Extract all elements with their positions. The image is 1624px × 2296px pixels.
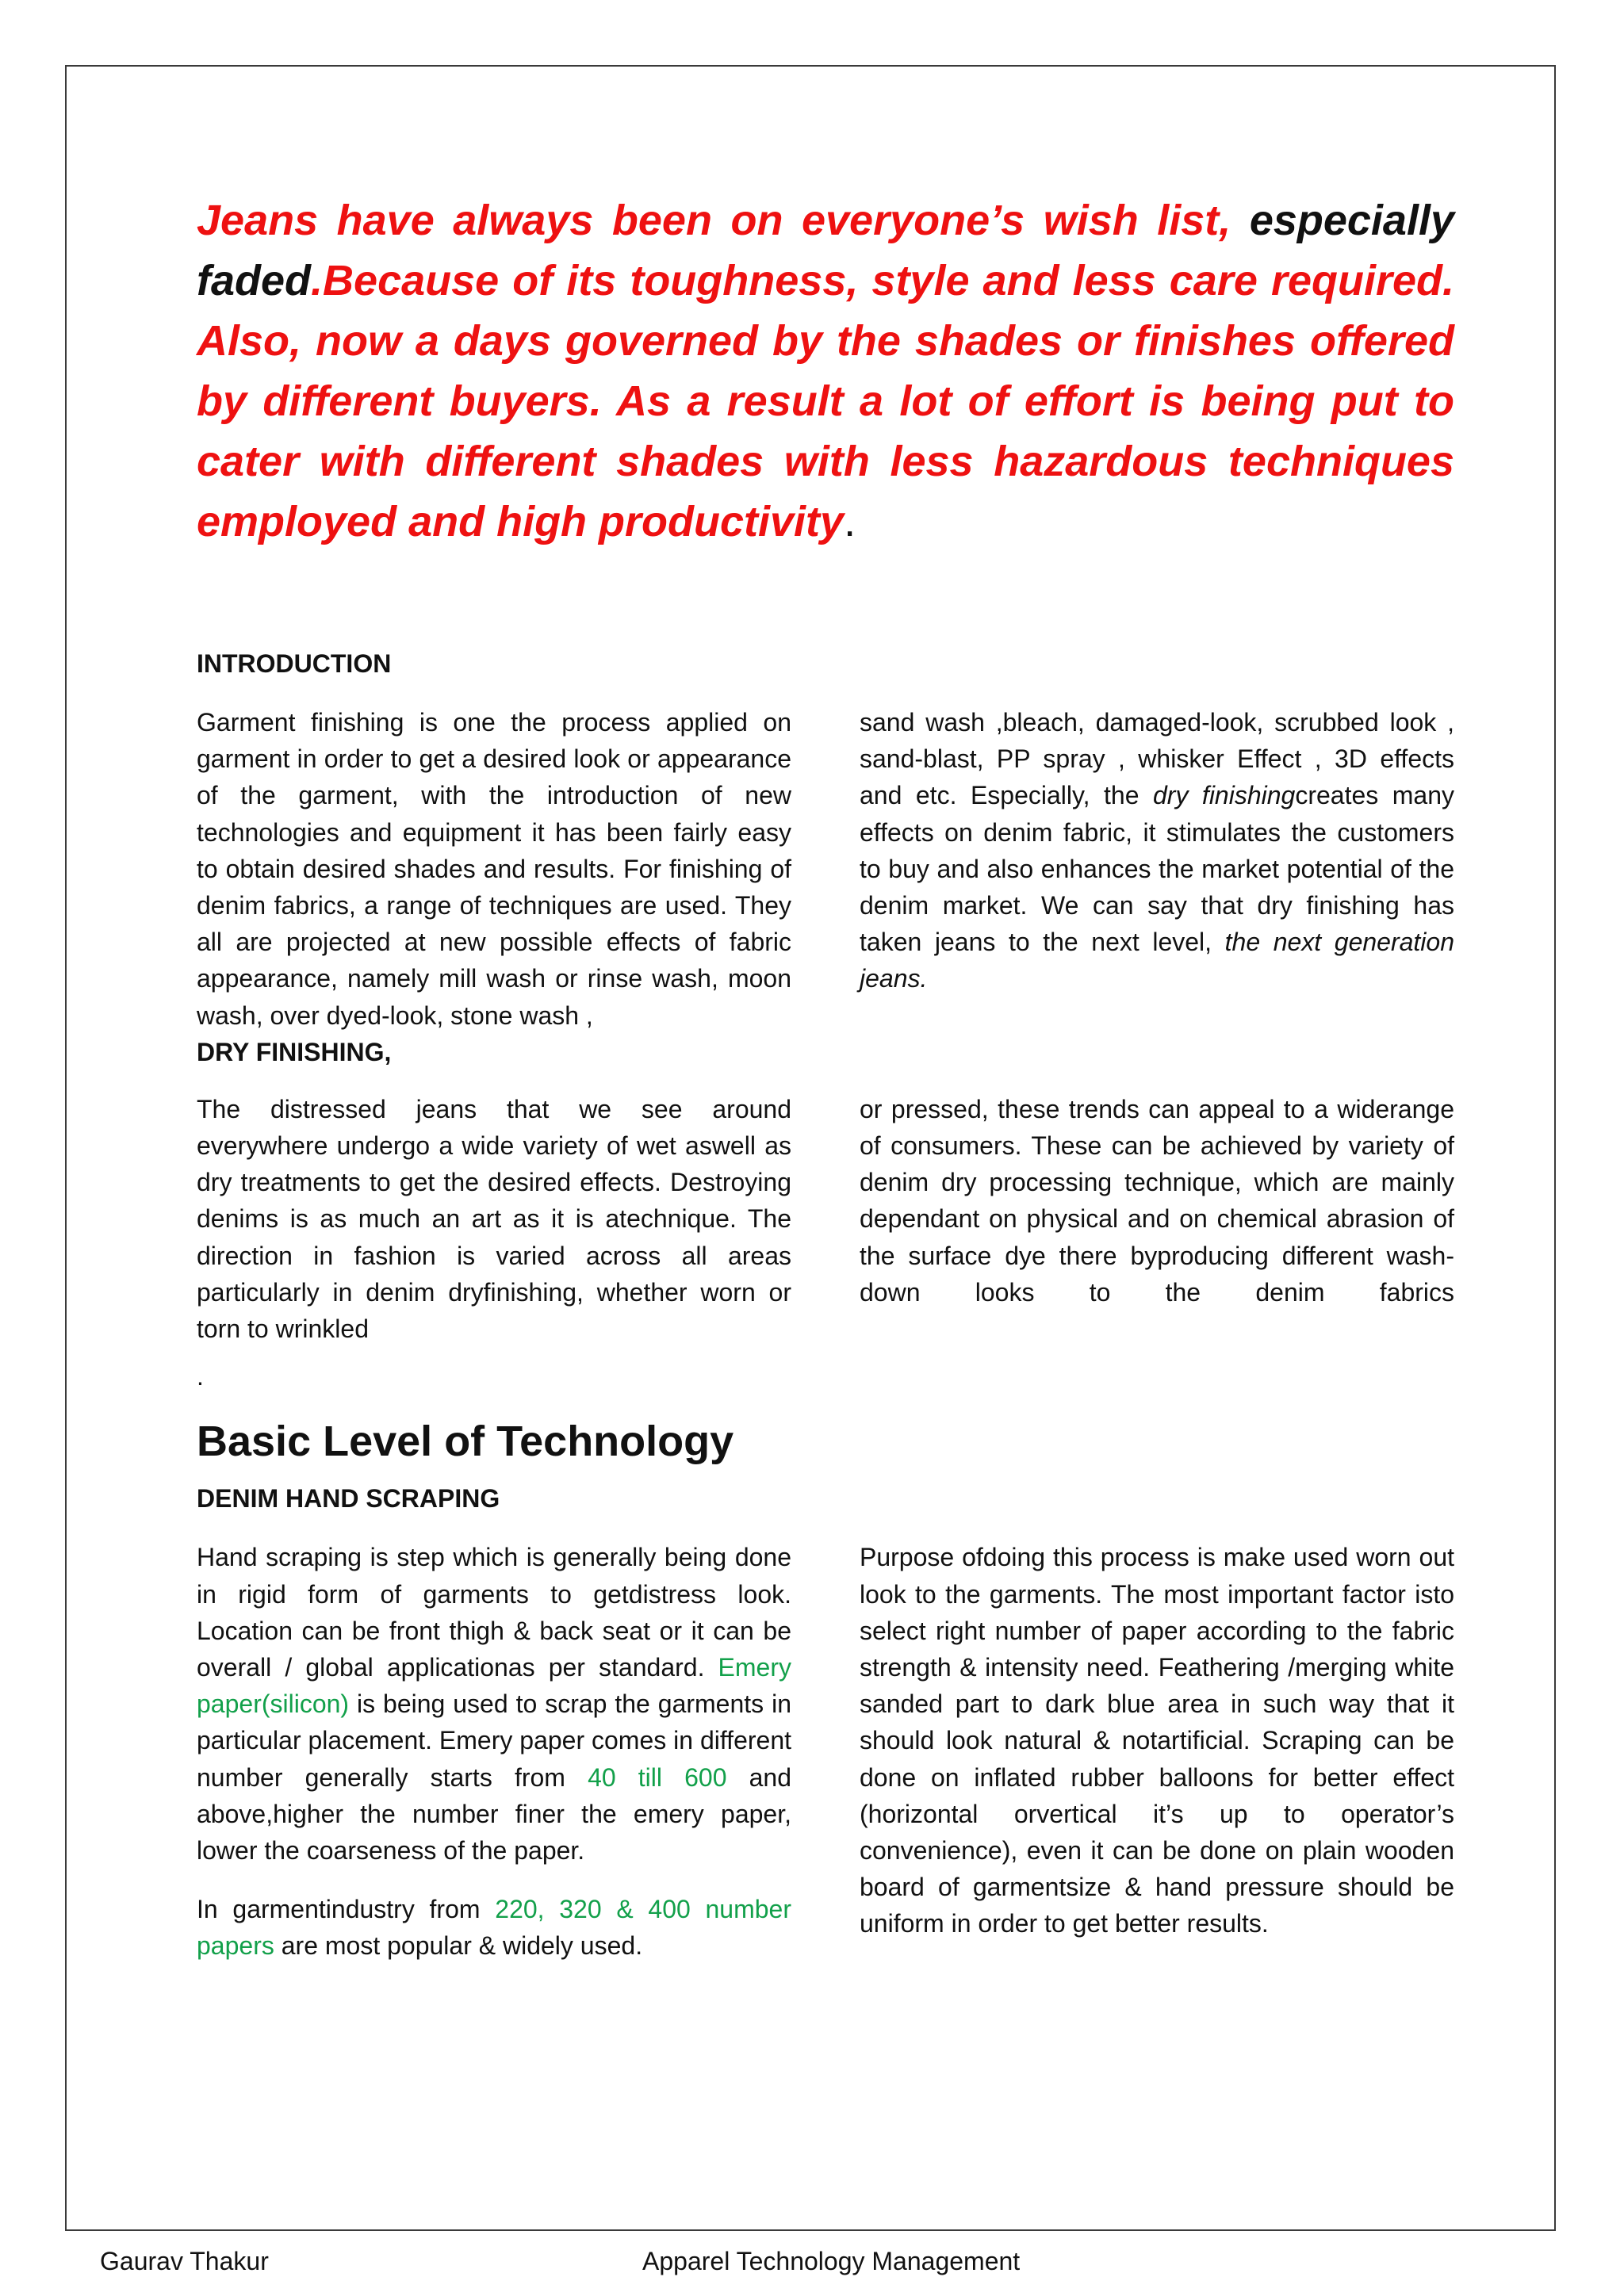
- hand-scraping-left-column: [197, 1539, 791, 1964]
- dry-finishing-right-column: [860, 1091, 1454, 1311]
- introduction-right-text-1: sand wash ,bleach, damaged-look, scrubbed look , sand-blast, PP spray , whisker Effect , 3D effects and etc. Especially, the: [860, 708, 1454, 810]
- hand-scraping-text-b: is being used to scrap the garments in particular placement. Emery paper comes in different number generally starts from: [197, 1689, 791, 1792]
- hand-scraping-right-column: [860, 1539, 1454, 1942]
- paper-numbers-text-b: are most popular & widely used.: [274, 1931, 643, 1961]
- stray-dot: .: [197, 1362, 204, 1391]
- dry-finishing-heading: DRY FINISHING,: [197, 1037, 392, 1066]
- hand-scraping-text-c: and above,higher the number finer the emery paper, lower the coarseness of the paper.: [197, 1762, 792, 1866]
- paper-range-highlight: 40 till 600: [588, 1762, 727, 1792]
- hand-scraping-right-text: Purpose ofdoing this process is make used worn out look to the garments. The most important factor isto select right number of paper according to the fabric strength & intensity need. Feathering /merging white sanded part to dark blue area in such way that it should look natural & notartificial. Scraping can be done on inflated rubber balloons for better effect (horizontal orvertical it’s up to operator’s convenience), even it can be done on plain wooden board of garmentsize & hand pressure should be uniform in order to get better results.: [860, 1543, 1454, 1938]
- lead-statement: [197, 190, 1454, 552]
- hand-scraping-paragraph-2: [197, 1891, 791, 1964]
- introduction-left-text: Garment finishing is one the process applied on garment in order to get a desired look or appearance of the garment, with the introduction of new technologies and equipment it has been fairly easy to obtain desired shades and results. For finishing of denim fabrics, a range of techniques are used. They all are projected at new possible effects of fabric appearance, namely mill wash or rinse wash, moon wash, over dyed-look, stone wash ,: [197, 708, 791, 1030]
- footer-course: Apparel Technology Management: [642, 2247, 1021, 2275]
- hand-scraping-heading: DENIM HAND SCRAPING: [197, 1484, 500, 1513]
- next-generation-phrase: the next generation jeans.: [860, 928, 1455, 993]
- footer-author: Gaurav Thakur: [100, 2247, 269, 2275]
- dry-finishing-left-column: [197, 1091, 791, 1395]
- hand-scraping-paragraph-1: [197, 1539, 791, 1869]
- introduction-right-text-2: creates many effects on denim fabric, it stimulates the customers to buy and also enhances the market potential of the denim market. We can say that dry finishing has taken jeans to the next level,: [860, 781, 1455, 957]
- technology-heading: Basic Level of Technology: [197, 1418, 734, 1466]
- paper-numbers-text-a: In garmentindustry from: [197, 1895, 496, 1924]
- dry-finishing-columns: [197, 1091, 1454, 1395]
- introduction-columns: [197, 704, 1454, 1070]
- introduction-left-column: [197, 704, 791, 1070]
- dry-finishing-left-text: The distressed jeans that we see around everywhere undergo a wide variety of wet aswell as dry treatments to get the desired effects. Destroying denims is as much an art as it is atechnique. The direction in fashion is varied across all areas particularly in denim dryfinishing, whether worn or torn to wrinkled: [197, 1094, 791, 1344]
- lead-period: .: [844, 498, 856, 545]
- lead-emphasis: especially faded: [197, 197, 1454, 304]
- paper-numbers-highlight: 220, 320 & 400 number papers: [197, 1895, 792, 1961]
- hand-scraping-columns: [197, 1539, 1454, 1964]
- introduction-right-column: [860, 704, 1454, 997]
- page-content: [197, 190, 1454, 1965]
- introduction-right-text: [860, 704, 1454, 997]
- dry-finishing-term: dry finishing: [1152, 781, 1296, 810]
- introduction-heading: INTRODUCTION: [197, 649, 392, 678]
- lead-part-1: Jeans have always been on everyone’s wish list,: [197, 197, 1250, 244]
- dry-finishing-right-text: or pressed, these trends can appeal to a widerange of consumers. These can be achieved by variety of denim dry processing technique, which are mainly dependant on physical and on chemical abrasion of the surface dye there byproducing different wash-down looks to the denim fabrics: [860, 1094, 1454, 1307]
- hand-scraping-text-a: Hand scraping is step which is generally being done in rigid form of garments to getdistress look. Location can be front thigh & back seat or it can be overall / global applicationas per standard.: [197, 1543, 791, 1682]
- lead-part-3: .Because of its toughness, style and less care required. Also, now a days governed by the shades or finishes offered by different buyers. As a result a lot of effort is being put to cater with different shades with less hazardous techniques employed and high productivity: [197, 257, 1454, 545]
- emery-paper-highlight: Emery paper(silicon): [197, 1653, 791, 1719]
